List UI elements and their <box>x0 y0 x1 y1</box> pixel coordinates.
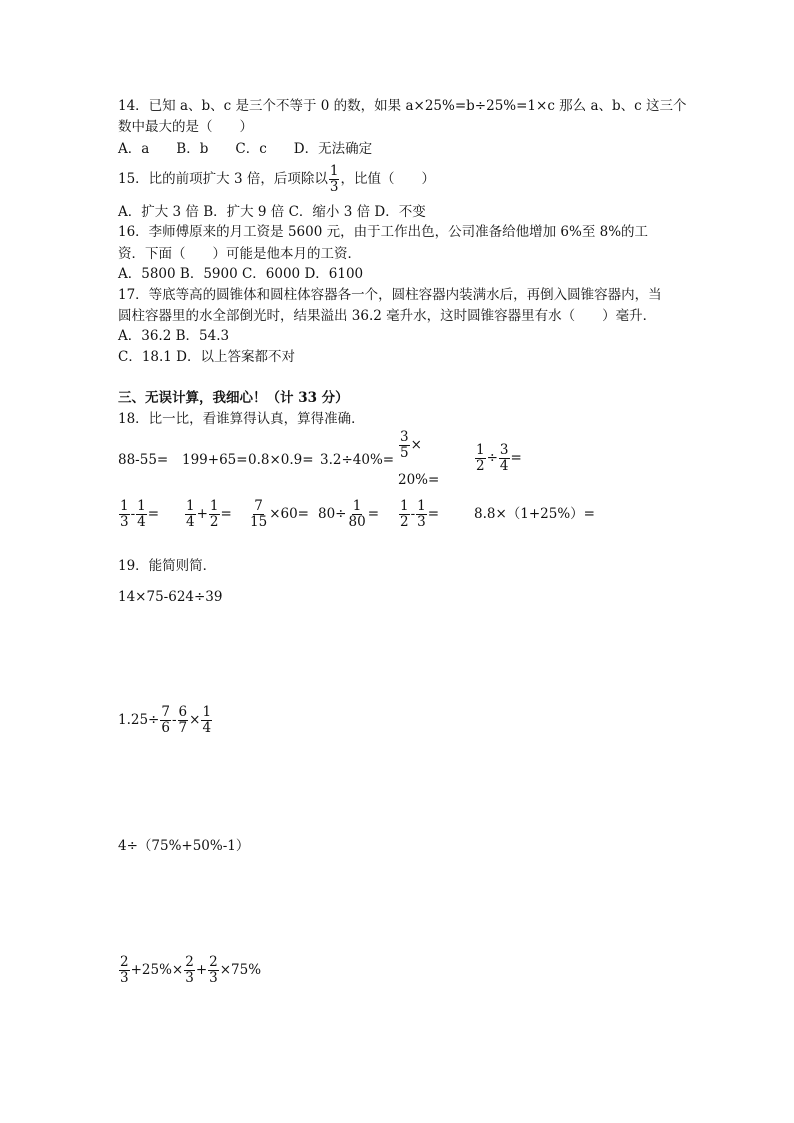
q18-r2-c <box>248 496 309 532</box>
operator: - <box>171 712 177 728</box>
operator: - <box>410 506 416 522</box>
q19-problem-3: 4÷（75%+50%-1） <box>118 838 250 854</box>
q18-r1-d: 3.2÷40%= <box>320 452 395 468</box>
q14-line2: 数中最大的是（ ） <box>118 119 253 135</box>
expression-middle: +25%× <box>130 962 184 978</box>
equals: = <box>510 450 522 466</box>
equals: = <box>220 506 232 522</box>
fraction-numerator: 3 <box>400 429 409 445</box>
q18-r2-d <box>318 496 379 532</box>
fraction-denominator: 7 <box>178 720 188 736</box>
q18-r1-a: 88-55= <box>118 452 169 468</box>
q19-problem-2 <box>118 702 213 738</box>
fraction <box>209 499 220 530</box>
fraction-numerator: 1 <box>202 704 212 720</box>
fraction-denominator: 4 <box>499 458 509 474</box>
q19-stem: 19．能简则简． <box>118 558 217 574</box>
q18-r1-e-fraction <box>399 430 410 461</box>
q17-options1: A．36.2 B．54.3 <box>118 328 230 344</box>
fraction-numerator: 2 <box>209 954 218 970</box>
fraction-numerator: 2 <box>120 954 129 970</box>
q15-stem <box>118 162 435 196</box>
q14-options: A．a B．b C．c D．无法确定 <box>118 141 373 157</box>
q16-line1: 16．李师傅原来的月工资是 5600 元，由于工作出色，公司准备给他增加 6%至 8%的工 <box>118 224 649 240</box>
equals: = <box>427 506 440 522</box>
fraction-denominator: 3 <box>120 970 129 986</box>
fraction <box>416 499 427 530</box>
operator: - <box>130 506 136 522</box>
fraction <box>119 499 130 530</box>
fraction <box>119 955 130 986</box>
fraction-numerator: 1 <box>209 498 219 514</box>
fraction-numerator: 1 <box>417 498 426 514</box>
fraction <box>499 443 510 474</box>
fraction <box>184 955 195 986</box>
fraction-denominator: 6 <box>161 720 170 736</box>
fraction-denominator: 4 <box>202 720 212 736</box>
fraction <box>160 705 171 736</box>
fraction-numerator: 1 <box>186 498 195 514</box>
expression-head: 80÷ <box>318 506 347 522</box>
operator: × <box>410 437 422 453</box>
q17-line1: 17．等底等高的圆锥体和圆柱体容器各一个，圆柱容器内装满水后，再倒入圆锥容器内，当 <box>118 287 662 303</box>
fraction-denominator: 4 <box>137 514 146 530</box>
q18-stem: 18．比一比，看谁算得认真，算得准确． <box>118 411 365 427</box>
fraction-numerator: 3 <box>499 442 509 458</box>
fraction <box>249 499 268 530</box>
fraction <box>201 705 212 736</box>
fraction-numerator: 1 <box>120 498 129 514</box>
fraction-denominator: 3 <box>209 970 218 986</box>
operator: × <box>189 712 201 728</box>
q18-r1-e-tail: 20%= <box>398 472 440 488</box>
q19-problem-4 <box>118 952 261 988</box>
fraction-numerator: 2 <box>185 954 194 970</box>
q17-options2: C．18.1 D．以上答案都不对 <box>118 349 296 365</box>
fraction <box>136 499 147 530</box>
fraction-numerator: 1 <box>352 498 362 514</box>
fraction-denominator: 3 <box>185 970 194 986</box>
operator: + <box>195 962 208 978</box>
q18-r2-b <box>184 496 232 532</box>
fraction <box>185 499 196 530</box>
q14-line1: 14．已知 a、b、c 是三个不等于 0 的数，如果 a×25%=b÷25%=1×c 那么 a、b、c 这三个 <box>118 98 687 114</box>
fraction-numerator: 7 <box>161 704 170 720</box>
fraction-numerator: 7 <box>254 498 263 514</box>
fraction-numerator: 1 <box>329 163 339 179</box>
q19-problem-1: 14×75-624÷39 <box>118 589 223 605</box>
q18-r1-e <box>398 430 422 461</box>
fraction-numerator: 1 <box>137 498 146 514</box>
fraction-denominator: 2 <box>209 514 219 530</box>
equals: = <box>367 506 379 522</box>
equals: = <box>147 506 160 522</box>
fraction-denominator: 2 <box>476 458 485 474</box>
q18-r2-f: 8.8×（1+25%）= <box>474 506 595 522</box>
fraction-denominator: 4 <box>186 514 195 530</box>
q18-r2-e <box>398 496 439 532</box>
q18-r1-f <box>474 440 522 476</box>
fraction-numerator: 1 <box>476 442 485 458</box>
q15-stem-after: ，比值（ ） <box>340 171 435 187</box>
q18-r2-a <box>118 496 159 532</box>
fraction-denominator: 3 <box>417 514 426 530</box>
q15-fraction <box>329 164 340 195</box>
q18-r1-c: 0.8×0.9= <box>248 452 314 468</box>
fraction-numerator: 6 <box>178 704 188 720</box>
section3-title: 三、无误计算，我细心！（计 33 分） <box>118 390 349 406</box>
fraction <box>475 443 486 474</box>
expression-head: 1.25÷ <box>118 712 160 728</box>
expression-tail: ×75% <box>219 962 262 978</box>
fraction <box>208 955 219 986</box>
q15-options: A．扩大 3 倍 B．扩大 9 倍 C．缩小 3 倍 D．不变 <box>118 204 426 220</box>
q16-options: A．5800 B．5900 C．6000 D．6100 <box>118 266 364 282</box>
q17-line2: 圆柱容器里的水全部倒光时，结果溢出 36.2 毫升水，这时圆锥容器里有水（ ）毫升． <box>118 308 657 324</box>
expression-tail: ×60= <box>269 506 309 522</box>
fraction <box>399 499 410 530</box>
fraction-numerator: 1 <box>400 498 409 514</box>
fraction-denominator: 2 <box>400 514 409 530</box>
q18-r1-b: 199+65= <box>182 452 248 468</box>
operator: ÷ <box>486 450 498 466</box>
fraction-denominator: 80 <box>348 514 366 530</box>
q16-line2: 资．下面（ ）可能是他本月的工资． <box>118 246 361 262</box>
fraction-denominator: 15 <box>250 514 268 530</box>
fraction-denominator: 3 <box>120 514 129 530</box>
q15-stem-before: 15．比的前项扩大 3 倍，后项除以 <box>118 171 328 187</box>
fraction <box>178 705 189 736</box>
fraction-denominator: 5 <box>400 445 409 461</box>
fraction-denominator: 3 <box>329 179 339 195</box>
fraction <box>348 499 367 530</box>
operator: + <box>196 506 208 522</box>
